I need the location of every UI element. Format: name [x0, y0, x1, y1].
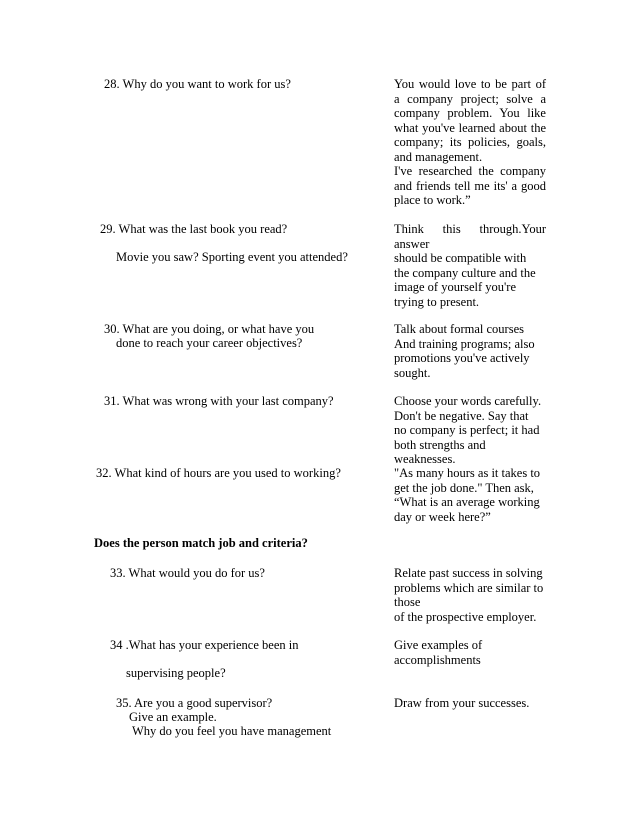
answer-line: place to work.”	[394, 193, 471, 207]
answer-line: both strengths and	[394, 437, 486, 452]
question-31: 31. What was wrong with your last company?	[104, 394, 334, 408]
question-33: 33. What would you do for us?	[110, 566, 265, 580]
answer-line: "As many hours as it takes to	[394, 466, 541, 480]
answer-29	[394, 222, 546, 309]
answer-line: those	[394, 595, 421, 609]
answer-28	[394, 77, 546, 208]
answer-30	[394, 322, 546, 380]
answer-33	[394, 566, 546, 624]
answer-line: no company is perfect; it had	[394, 423, 540, 437]
answer-line: Don't be negative. Say that	[394, 408, 529, 423]
question-35-continued: Give an example.	[129, 710, 217, 724]
answer-34	[394, 638, 546, 667]
answer-line: company; its policies, goals,	[394, 135, 546, 149]
answer-31	[394, 394, 546, 467]
answer-line: and management.	[394, 149, 483, 164]
answer-line: the company culture and the	[394, 265, 536, 280]
answer-line: sought.	[394, 365, 431, 380]
question-34: 34 .What has your experience been in	[110, 638, 299, 652]
answer-32	[394, 466, 546, 524]
answer-line: get the job done." Then ask,	[394, 480, 534, 495]
answer-line: I've researched the company	[394, 164, 546, 178]
answer-line: problems which are similar to	[394, 580, 544, 595]
section-heading: Does the person match job and criteria?	[94, 536, 308, 550]
answer-line: “What is an average working	[394, 495, 540, 509]
answer-line: day or week here?”	[394, 509, 491, 524]
answer-line: promotions you've actively	[394, 351, 530, 365]
answer-line: what you've learned about the	[394, 120, 546, 135]
answer-line: answer	[394, 236, 430, 251]
question-28: 28. Why do you want to work for us?	[104, 77, 291, 91]
answer-line: weaknesses.	[394, 452, 456, 466]
question-35: 35. Are you a good supervisor?	[116, 696, 273, 710]
question-30: 30. What are you doing, or what have you	[104, 322, 315, 336]
answer-line: company problem. You like	[394, 106, 546, 120]
answer-line: of the prospective employer.	[394, 609, 537, 624]
answer-line: image of yourself you're	[394, 280, 517, 294]
answer-line: Talk about formal courses	[394, 322, 524, 336]
answer-line: accomplishments	[394, 652, 481, 667]
answer-line: a company project; solve a	[394, 91, 546, 106]
answer-35	[394, 696, 546, 711]
question-29-continued: Movie you saw? Sporting event you attended?	[116, 250, 348, 264]
question-34-continued: supervising people?	[126, 666, 226, 680]
question-29: 29. What was the last book you read?	[100, 222, 288, 236]
question-30-continued: done to reach your career objectives?	[116, 336, 303, 350]
answer-line: and friends tell me its' a good	[394, 178, 546, 193]
answer-line: trying to present.	[394, 294, 480, 309]
answer-line: Think this through.Your	[394, 222, 546, 236]
answer-line: Relate past success in solving	[394, 566, 543, 580]
answer-line: And training programs; also	[394, 336, 535, 351]
question-35-continued-2: Why do you feel you have management	[132, 724, 332, 738]
answer-line: should be compatible with	[394, 251, 527, 265]
answer-line: Draw from your successes.	[394, 696, 530, 710]
answer-line: You would love to be part of	[394, 77, 546, 91]
answer-line: Choose your words carefully.	[394, 394, 542, 408]
answer-line: Give examples of	[394, 638, 483, 652]
question-32: 32. What kind of hours are you used to working?	[96, 466, 341, 480]
